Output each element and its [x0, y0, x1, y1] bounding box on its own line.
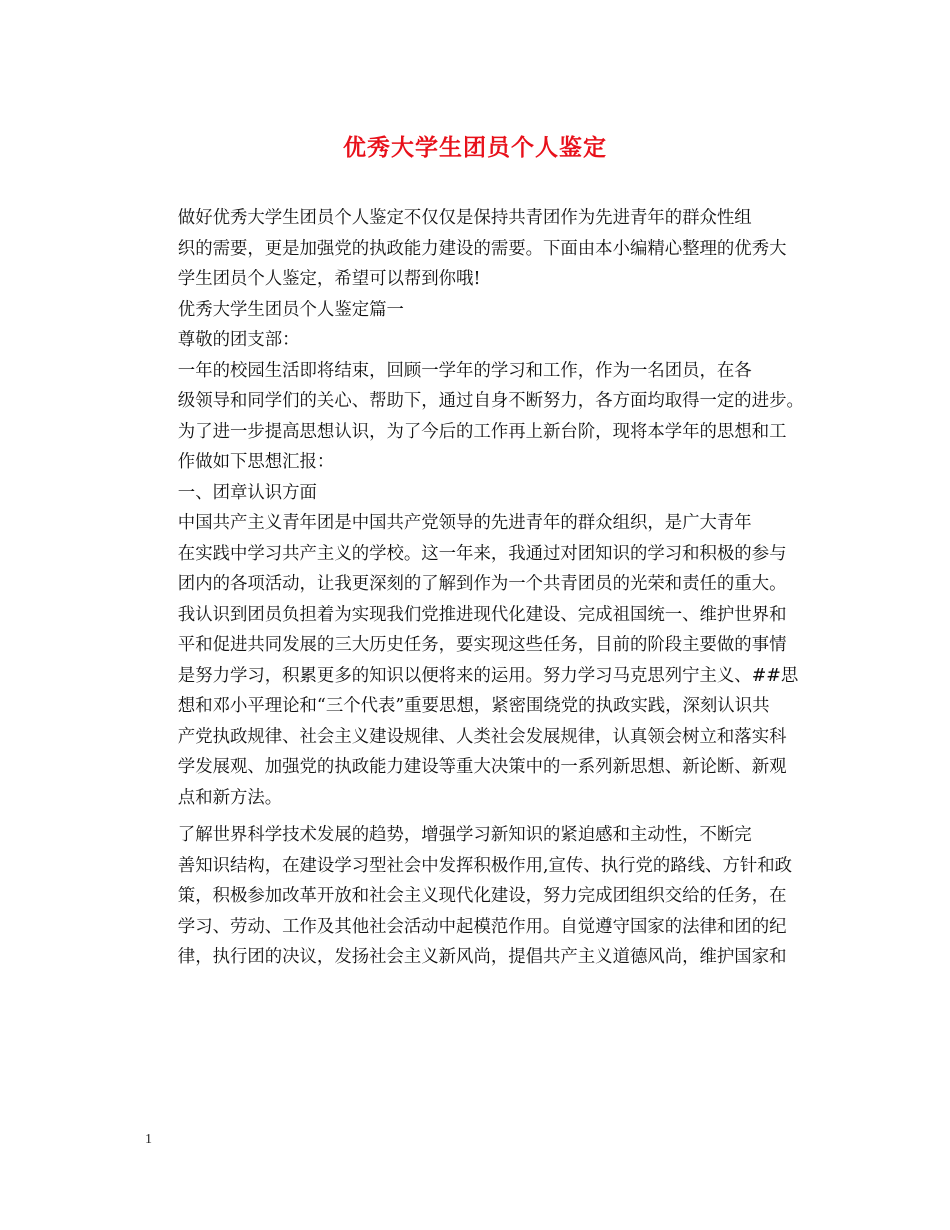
text-line: 学习、劳动、工作及其他社会活动中起模范作用。自觉遵守国家的法律和团的纪 — [177, 916, 787, 937]
page-number: 1 — [145, 1132, 152, 1147]
section-heading — [143, 478, 823, 509]
salutation — [143, 325, 823, 356]
text-line: 善知识结构，在建设学习型社会中发挥积极作用,宣传、执行党的路线、方针和政 — [177, 855, 793, 876]
text-line: 是努力学习，积累更多的知识以便将来的运用。努力学习马克思列宁主义、##思 — [177, 665, 799, 686]
text-line: 在实践中学习共产主义的学校。这一年来，我通过对团知识的学习和积极的参与 — [177, 543, 787, 564]
text-line: 尊敬的团支部： — [177, 330, 300, 350]
text-line: 中国共产主义青年团是中国共产党领导的先进青年的群众组织，是广大青年 — [177, 513, 752, 533]
document-body — [143, 203, 823, 973]
text-line: 学发展观、加强党的执政能力建设等重大决策中的一系列新思想、新论断、新观 — [177, 757, 787, 777]
text-line: 平和促进共同发展的三大历史任务，要实现这些任务，目前的阶段主要做的事情 — [177, 635, 787, 655]
text-line: 了解世界科学技术发展的趋势，增强学习新知识的紧迫感和主动性，不断完 — [177, 825, 752, 845]
text-line: 律，执行团的决议，发扬社会主义新风尚，提倡共产主义道德风尚，维护国家和 — [177, 947, 787, 967]
paragraph-summary — [143, 356, 823, 478]
text-line: 级领导和同学们的关心、帮助下，通过自身不断努力，各方面均取得一定的进步。 — [177, 391, 804, 411]
paragraph-body — [143, 820, 823, 973]
document-title: 优秀大学生团员个人鉴定 — [343, 134, 607, 161]
text-line: 点和新方法。 — [177, 787, 283, 808]
paragraph-body — [143, 508, 823, 813]
text-line: 策，积极参加改革开放和社会主义现代化建设，努力完成团组织交给的任务，在 — [177, 886, 787, 906]
text-line: 为了进一步提高思想认识，为了今后的工作再上新台阶，现将本学年的思想和工 — [177, 421, 787, 442]
section-heading — [143, 295, 823, 326]
text-line: 团内的各项活动，让我更深刻的了解到作为一个共青团员的光荣和责任的重大。 — [177, 574, 787, 594]
text-line: 产党执政规律、社会主义建设规律、人类社会发展规律，认真领会树立和落实科 — [177, 726, 787, 747]
text-line: 学生团员个人鉴定，希望可以帮到你哦! — [177, 269, 481, 289]
text-line: 作做如下思想汇报： — [177, 452, 335, 472]
text-line: 做好优秀大学生团员个人鉴定不仅仅是保持共青团作为先进青年的群众性组 — [177, 208, 752, 228]
text-line: 优秀大学生团员个人鉴定篇一 — [177, 299, 404, 320]
text-line: 一年的校园生活即将结束，回顾一学年的学习和工作，作为一名团员，在各 — [177, 360, 752, 381]
text-line: 想和邓小平理论和“三个代表”重要思想，紧密围绕党的执政实践，深刻认识共 — [177, 696, 770, 716]
text-line: 我认识到团员负担着为实现我们党推进现代化建设、完成祖国统一、维护世界和 — [177, 604, 787, 625]
text-line: 织的需要，更是加强党的执政能力建设的需要。下面由本小编精心整理的优秀大 — [177, 238, 787, 259]
text-line: 一、团章认识方面 — [177, 482, 317, 503]
paragraph-intro — [143, 203, 823, 295]
